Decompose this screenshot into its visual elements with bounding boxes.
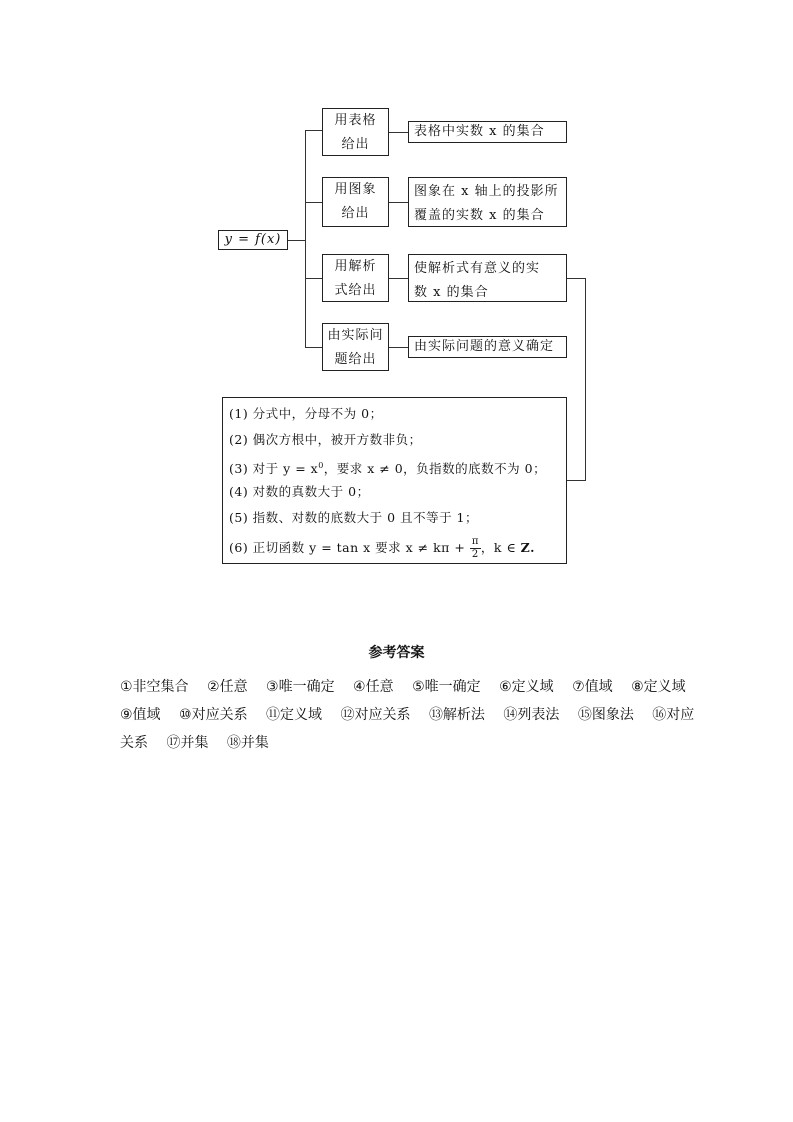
answers-line-2 <box>120 701 695 729</box>
answer-item: ①非空集合 <box>120 679 189 695</box>
fraction-denominator: 2 <box>471 549 479 560</box>
answer-item: ⑨值域 <box>120 707 161 723</box>
method-line: 给出 <box>341 206 370 221</box>
result-box-practical <box>408 336 567 358</box>
answer-item: ⑯对应 <box>652 707 695 723</box>
answer-item: ⑭列表法 <box>503 707 560 723</box>
answer-item: ⑬解析法 <box>428 707 485 723</box>
condition-5: (5) 指数、对数的底数大于 0 且不等于 1； <box>229 510 479 525</box>
result-line: 由实际问题的意义确定 <box>414 339 555 354</box>
answer-item: ⑮图象法 <box>577 707 634 723</box>
condition-4: (4) 对数的真数大于 0； <box>229 484 370 499</box>
answer-item: ⑰并集 <box>166 735 209 751</box>
condition-3-part-b: ，要求 x ≠ 0，负指数的底数不为 0； <box>323 461 547 477</box>
answer-item: 关系 <box>120 735 148 751</box>
connector <box>305 202 323 203</box>
answers-title: 参考答案 <box>368 645 425 661</box>
result-box-table <box>408 121 567 143</box>
connector <box>585 278 586 481</box>
connector <box>567 278 586 279</box>
condition-2: (2) 偶次方根中，被开方数非负； <box>229 432 422 447</box>
answer-item: ⑦值域 <box>572 679 613 695</box>
result-box-graph <box>408 177 567 227</box>
answer-item: ③唯一确定 <box>266 679 335 695</box>
method-line: 用解析 <box>334 259 377 274</box>
connector <box>305 278 323 279</box>
answer-item: ⑤唯一确定 <box>412 679 481 695</box>
connector <box>389 278 408 279</box>
result-line: 覆盖的实数 x 的集合 <box>414 208 545 223</box>
condition-3-exponent: 0 <box>318 461 324 470</box>
conditions-box <box>222 397 567 564</box>
method-box-formula <box>322 254 389 302</box>
connector <box>567 480 586 481</box>
result-line: 表格中实数 x 的集合 <box>414 124 545 139</box>
connector <box>389 202 408 203</box>
condition-6 <box>229 531 560 565</box>
connector <box>389 132 408 133</box>
root-label: y = f(x) <box>224 232 282 247</box>
connector <box>288 240 306 241</box>
method-box-graph <box>322 177 389 227</box>
answer-item: ⑧定义域 <box>631 679 686 695</box>
answers-line-3 <box>120 729 680 757</box>
condition-6-integers: Z. <box>520 540 535 555</box>
answer-item: ⑩对应关系 <box>179 707 248 723</box>
condition-3 <box>229 453 560 479</box>
result-box-formula <box>408 254 567 302</box>
answer-item: ⑥定义域 <box>499 679 554 695</box>
root-box <box>218 230 288 250</box>
answer-item: ②任意 <box>207 679 248 695</box>
condition-6-part-b: ，k ∈ <box>480 540 521 555</box>
answers-line-1 <box>120 673 686 701</box>
condition-3-part-a: (3) 对于 y = x <box>229 461 319 477</box>
answer-item: ⑱并集 <box>226 735 269 751</box>
answer-item: ⑪定义域 <box>266 707 323 723</box>
condition-1: (1) 分式中，分母不为 0； <box>229 406 383 421</box>
method-line: 给出 <box>341 137 370 152</box>
result-line: 使解析式有意义的实 <box>414 261 541 276</box>
result-line: 数 x 的集合 <box>414 285 489 300</box>
connector <box>305 130 306 347</box>
pi-over-2-fraction <box>470 536 481 561</box>
method-line: 用表格 <box>334 113 377 128</box>
method-line: 用图象 <box>334 182 377 197</box>
fraction-numerator: π <box>471 536 479 547</box>
connector <box>305 130 323 131</box>
answer-item: ⑫对应关系 <box>340 707 411 723</box>
method-box-table <box>322 108 389 156</box>
condition-6-part-a: (6) 正切函数 y = tan x 要求 x ≠ kπ + <box>229 540 470 555</box>
method-line: 题给出 <box>334 352 377 367</box>
connector <box>305 347 323 348</box>
method-line: 式给出 <box>334 283 377 298</box>
method-box-practical <box>322 323 389 371</box>
answer-item: ④任意 <box>353 679 394 695</box>
answers-list <box>120 673 695 757</box>
connector <box>389 347 408 348</box>
method-line: 由实际问 <box>327 328 384 343</box>
result-line: 图象在 x 轴上的投影所 <box>414 184 559 199</box>
